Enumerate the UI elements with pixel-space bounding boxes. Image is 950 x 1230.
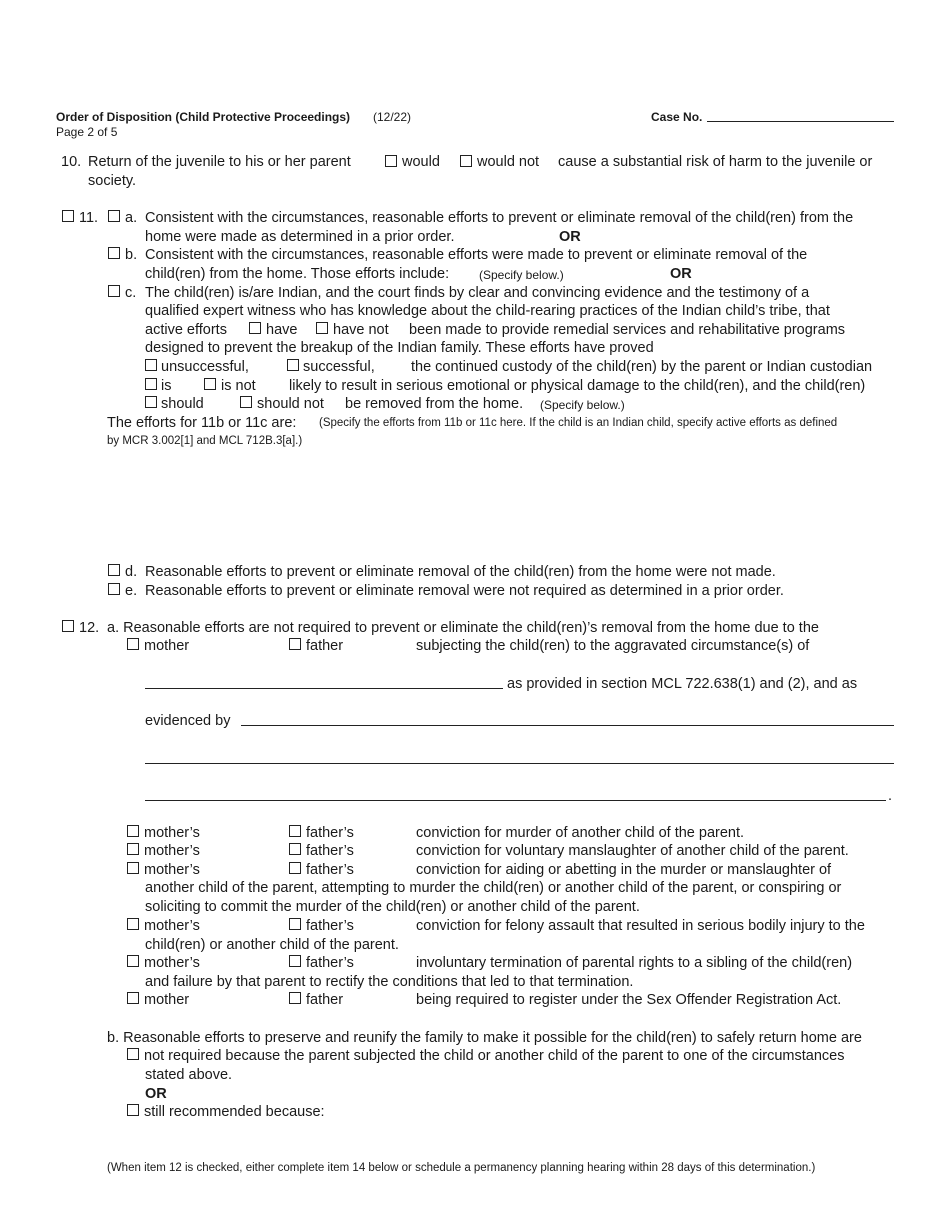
mothers-label: mother’s	[144, 918, 200, 934]
mothers-label: mother’s	[144, 862, 200, 878]
mother-label: mother	[144, 638, 190, 654]
page-number: Page 2 of 5	[56, 125, 118, 139]
item11a-line2: home were made as determined in a prior order.	[145, 229, 455, 245]
should-not-checkbox[interactable]	[240, 396, 252, 408]
fathers-checkbox[interactable]	[289, 918, 301, 930]
item11-checkbox[interactable]	[62, 210, 74, 222]
efforts-label: The efforts for 11b or 11c are:	[107, 415, 297, 431]
item11c-line4: designed to prevent the breakup of the Indian family. These efforts have proved	[145, 340, 654, 356]
mother-checkbox[interactable]	[127, 992, 139, 1004]
father-label: father	[306, 992, 344, 1008]
aggravated-circumstances-field[interactable]	[145, 688, 503, 689]
item11c-line5-b: the continued custody of the child(ren) by the parent or Indian custodian	[411, 359, 873, 375]
efforts-note-1: (Specify the efforts from 11b or 11c here. If the child is an Indian child, specify active efforts as defined	[319, 417, 838, 429]
item11c-checkbox[interactable]	[108, 285, 120, 297]
item11c-letter: c.	[125, 285, 137, 301]
item11d-letter: d.	[125, 564, 138, 580]
not-required-checkbox[interactable]	[127, 1048, 139, 1060]
efforts-text-area[interactable]	[107, 452, 894, 552]
is-checkbox[interactable]	[145, 378, 157, 390]
fathers-label: father’s	[306, 843, 354, 859]
have-not-checkbox[interactable]	[316, 322, 328, 334]
is-not-label: is not	[221, 378, 256, 394]
fathers-label: father’s	[306, 862, 354, 878]
item11c-line7-b: be removed from the home.	[345, 396, 524, 412]
reason-assault-line1: conviction for felony assault that resulted in serious bodily injury to the	[416, 918, 865, 934]
or-label: OR	[145, 1086, 167, 1102]
fathers-checkbox[interactable]	[289, 862, 301, 874]
evidenced-by-label: evidenced by	[145, 713, 231, 729]
item11a-line1: Consistent with the circumstances, reasonable efforts to prevent or eliminate removal of the child(ren) from the	[145, 210, 854, 226]
mothers-checkbox[interactable]	[127, 862, 139, 874]
evidenced-by-field-2[interactable]	[145, 763, 894, 764]
mother-label: mother	[144, 992, 190, 1008]
fathers-checkbox[interactable]	[289, 825, 301, 837]
have-label: have	[266, 322, 298, 338]
item11b-letter: b.	[125, 247, 138, 263]
would-not-label: would not	[477, 154, 540, 170]
reason-aiding-line3: soliciting to commit the murder of the child(ren) or another child of the parent.	[145, 899, 640, 915]
reason-sex-offender: being required to register under the Sex Offender Registration Act.	[416, 992, 842, 1008]
would-label: would	[402, 154, 440, 170]
case-no-field[interactable]	[707, 121, 894, 122]
item12a-line1: a. Reasonable efforts are not required to prevent or eliminate the child(ren)’s removal from the home due to the	[107, 620, 819, 636]
item12b-line1: b. Reasonable efforts to preserve and reunify the family to make it possible for the child(ren) to safely return home are	[107, 1030, 862, 1046]
mothers-checkbox[interactable]	[127, 918, 139, 930]
mothers-checkbox[interactable]	[127, 843, 139, 855]
not-required-line2: stated above.	[145, 1067, 233, 1083]
should-checkbox[interactable]	[145, 396, 157, 408]
should-not-label: should not	[257, 396, 324, 412]
father-label: father	[306, 638, 344, 654]
item11e-letter: e.	[125, 583, 138, 599]
form-revision: (12/22)	[373, 110, 412, 124]
item10-text-c: society.	[88, 173, 137, 189]
reason-murder: conviction for murder of another child of the parent.	[416, 825, 745, 841]
or-label: OR	[670, 266, 692, 282]
or-label: OR	[559, 229, 581, 245]
successful-checkbox[interactable]	[287, 359, 299, 371]
unsuccessful-checkbox[interactable]	[145, 359, 157, 371]
item11d-text: Reasonable efforts to prevent or eliminate removal of the child(ren) from the home were not made.	[145, 564, 776, 580]
have-not-label: have not	[333, 322, 389, 338]
not-required-line1: not required because the parent subjected the child or another child of the parent to one of the circumstances	[144, 1048, 845, 1064]
form-title: Order of Disposition (Child Protective Proceedings)	[56, 110, 351, 124]
item11c-line3: active efforts	[145, 322, 227, 338]
still-recommended-label: still recommended because:	[144, 1104, 325, 1120]
fathers-label: father’s	[306, 918, 354, 934]
reason-termination-line2: and failure by that parent to rectify the conditions that led to that termination.	[145, 974, 634, 990]
reason-aiding-line1: conviction for aiding or abetting in the murder or manslaughter of	[416, 862, 832, 878]
item11c-line3-b: been made to provide remedial services and rehabilitative programs	[409, 322, 846, 338]
as-provided-text: as provided in section MCL 722.638(1) and (2), and as	[507, 676, 858, 692]
mothers-checkbox[interactable]	[127, 825, 139, 837]
item12-checkbox[interactable]	[62, 620, 74, 632]
evidenced-by-field-3[interactable]	[145, 800, 886, 801]
have-checkbox[interactable]	[249, 322, 261, 334]
specify-below-note: (Specify below.)	[540, 398, 625, 412]
case-no-label: Case No.	[651, 110, 703, 124]
fathers-checkbox[interactable]	[289, 843, 301, 855]
reason-termination-line1: involuntary termination of parental rights to a sibling of the child(ren)	[416, 955, 853, 971]
reason-aiding-line2: another child of the parent, attempting to murder the child(ren) or another child of the parent, or conspiring or	[145, 880, 842, 896]
would-not-checkbox[interactable]	[460, 155, 472, 167]
item11e-checkbox[interactable]	[108, 583, 120, 595]
item10-number: 10.	[61, 154, 82, 170]
item12a-line2: subjecting the child(ren) to the aggravated circumstance(s) of	[416, 638, 810, 654]
item11a-checkbox[interactable]	[108, 210, 120, 222]
successful-label: successful,	[303, 359, 375, 375]
item11c-line1: The child(ren) is/are Indian, and the court finds by clear and convincing evidence and the testimony of a	[145, 285, 810, 301]
fathers-checkbox[interactable]	[289, 955, 301, 967]
mothers-checkbox[interactable]	[127, 955, 139, 967]
evidenced-by-field[interactable]	[241, 725, 894, 726]
should-label: should	[161, 396, 204, 412]
footer-note: (When item 12 is checked, either complete item 14 below or schedule a permanency planning hearing within 28 days of this determination.)	[107, 1162, 816, 1174]
item11b-line1: Consistent with the circumstances, reasonable efforts were made to prevent or eliminate removal of the	[145, 247, 808, 263]
father-checkbox[interactable]	[289, 992, 301, 1004]
mother-checkbox[interactable]	[127, 638, 139, 650]
item11a-letter: a.	[125, 210, 138, 226]
item11c-line2: qualified expert witness who has knowledge about the child-rearing practices of the Indian child’s tribe, that	[145, 303, 830, 319]
item11b-line2: child(ren) from the home. Those efforts include:	[145, 266, 450, 282]
efforts-note-2: by MCR 3.002[1] and MCL 712B.3[a].)	[107, 435, 303, 447]
item10-text: Return of the juvenile to his or her parent	[88, 154, 351, 170]
reason-manslaughter: conviction for voluntary manslaughter of another child of the parent.	[416, 843, 849, 859]
fathers-label: father’s	[306, 955, 354, 971]
item11-number: 11.	[79, 210, 99, 226]
specify-below-note: (Specify below.)	[479, 268, 564, 282]
unsuccessful-label: unsuccessful,	[161, 359, 249, 375]
mothers-label: mother’s	[144, 955, 200, 971]
item11b-checkbox[interactable]	[108, 247, 120, 259]
item11d-checkbox[interactable]	[108, 564, 120, 576]
item11e-text: Reasonable efforts to prevent or eliminate removal were not required as determined in a prior order.	[145, 583, 784, 599]
is-not-checkbox[interactable]	[204, 378, 216, 390]
mothers-label: mother’s	[144, 825, 200, 841]
is-label: is	[161, 378, 172, 394]
item11c-line6-b: likely to result in serious emotional or physical damage to the child(ren), and the child(ren)	[289, 378, 866, 394]
father-checkbox[interactable]	[289, 638, 301, 650]
item12-number: 12.	[79, 620, 100, 636]
period: .	[888, 788, 893, 804]
mothers-label: mother’s	[144, 843, 200, 859]
item10-text-b: cause a substantial risk of harm to the juvenile or	[558, 154, 873, 170]
fathers-label: father’s	[306, 825, 354, 841]
reason-assault-line2: child(ren) or another child of the parent.	[145, 937, 399, 953]
still-recommended-checkbox[interactable]	[127, 1104, 139, 1116]
would-checkbox[interactable]	[385, 155, 397, 167]
